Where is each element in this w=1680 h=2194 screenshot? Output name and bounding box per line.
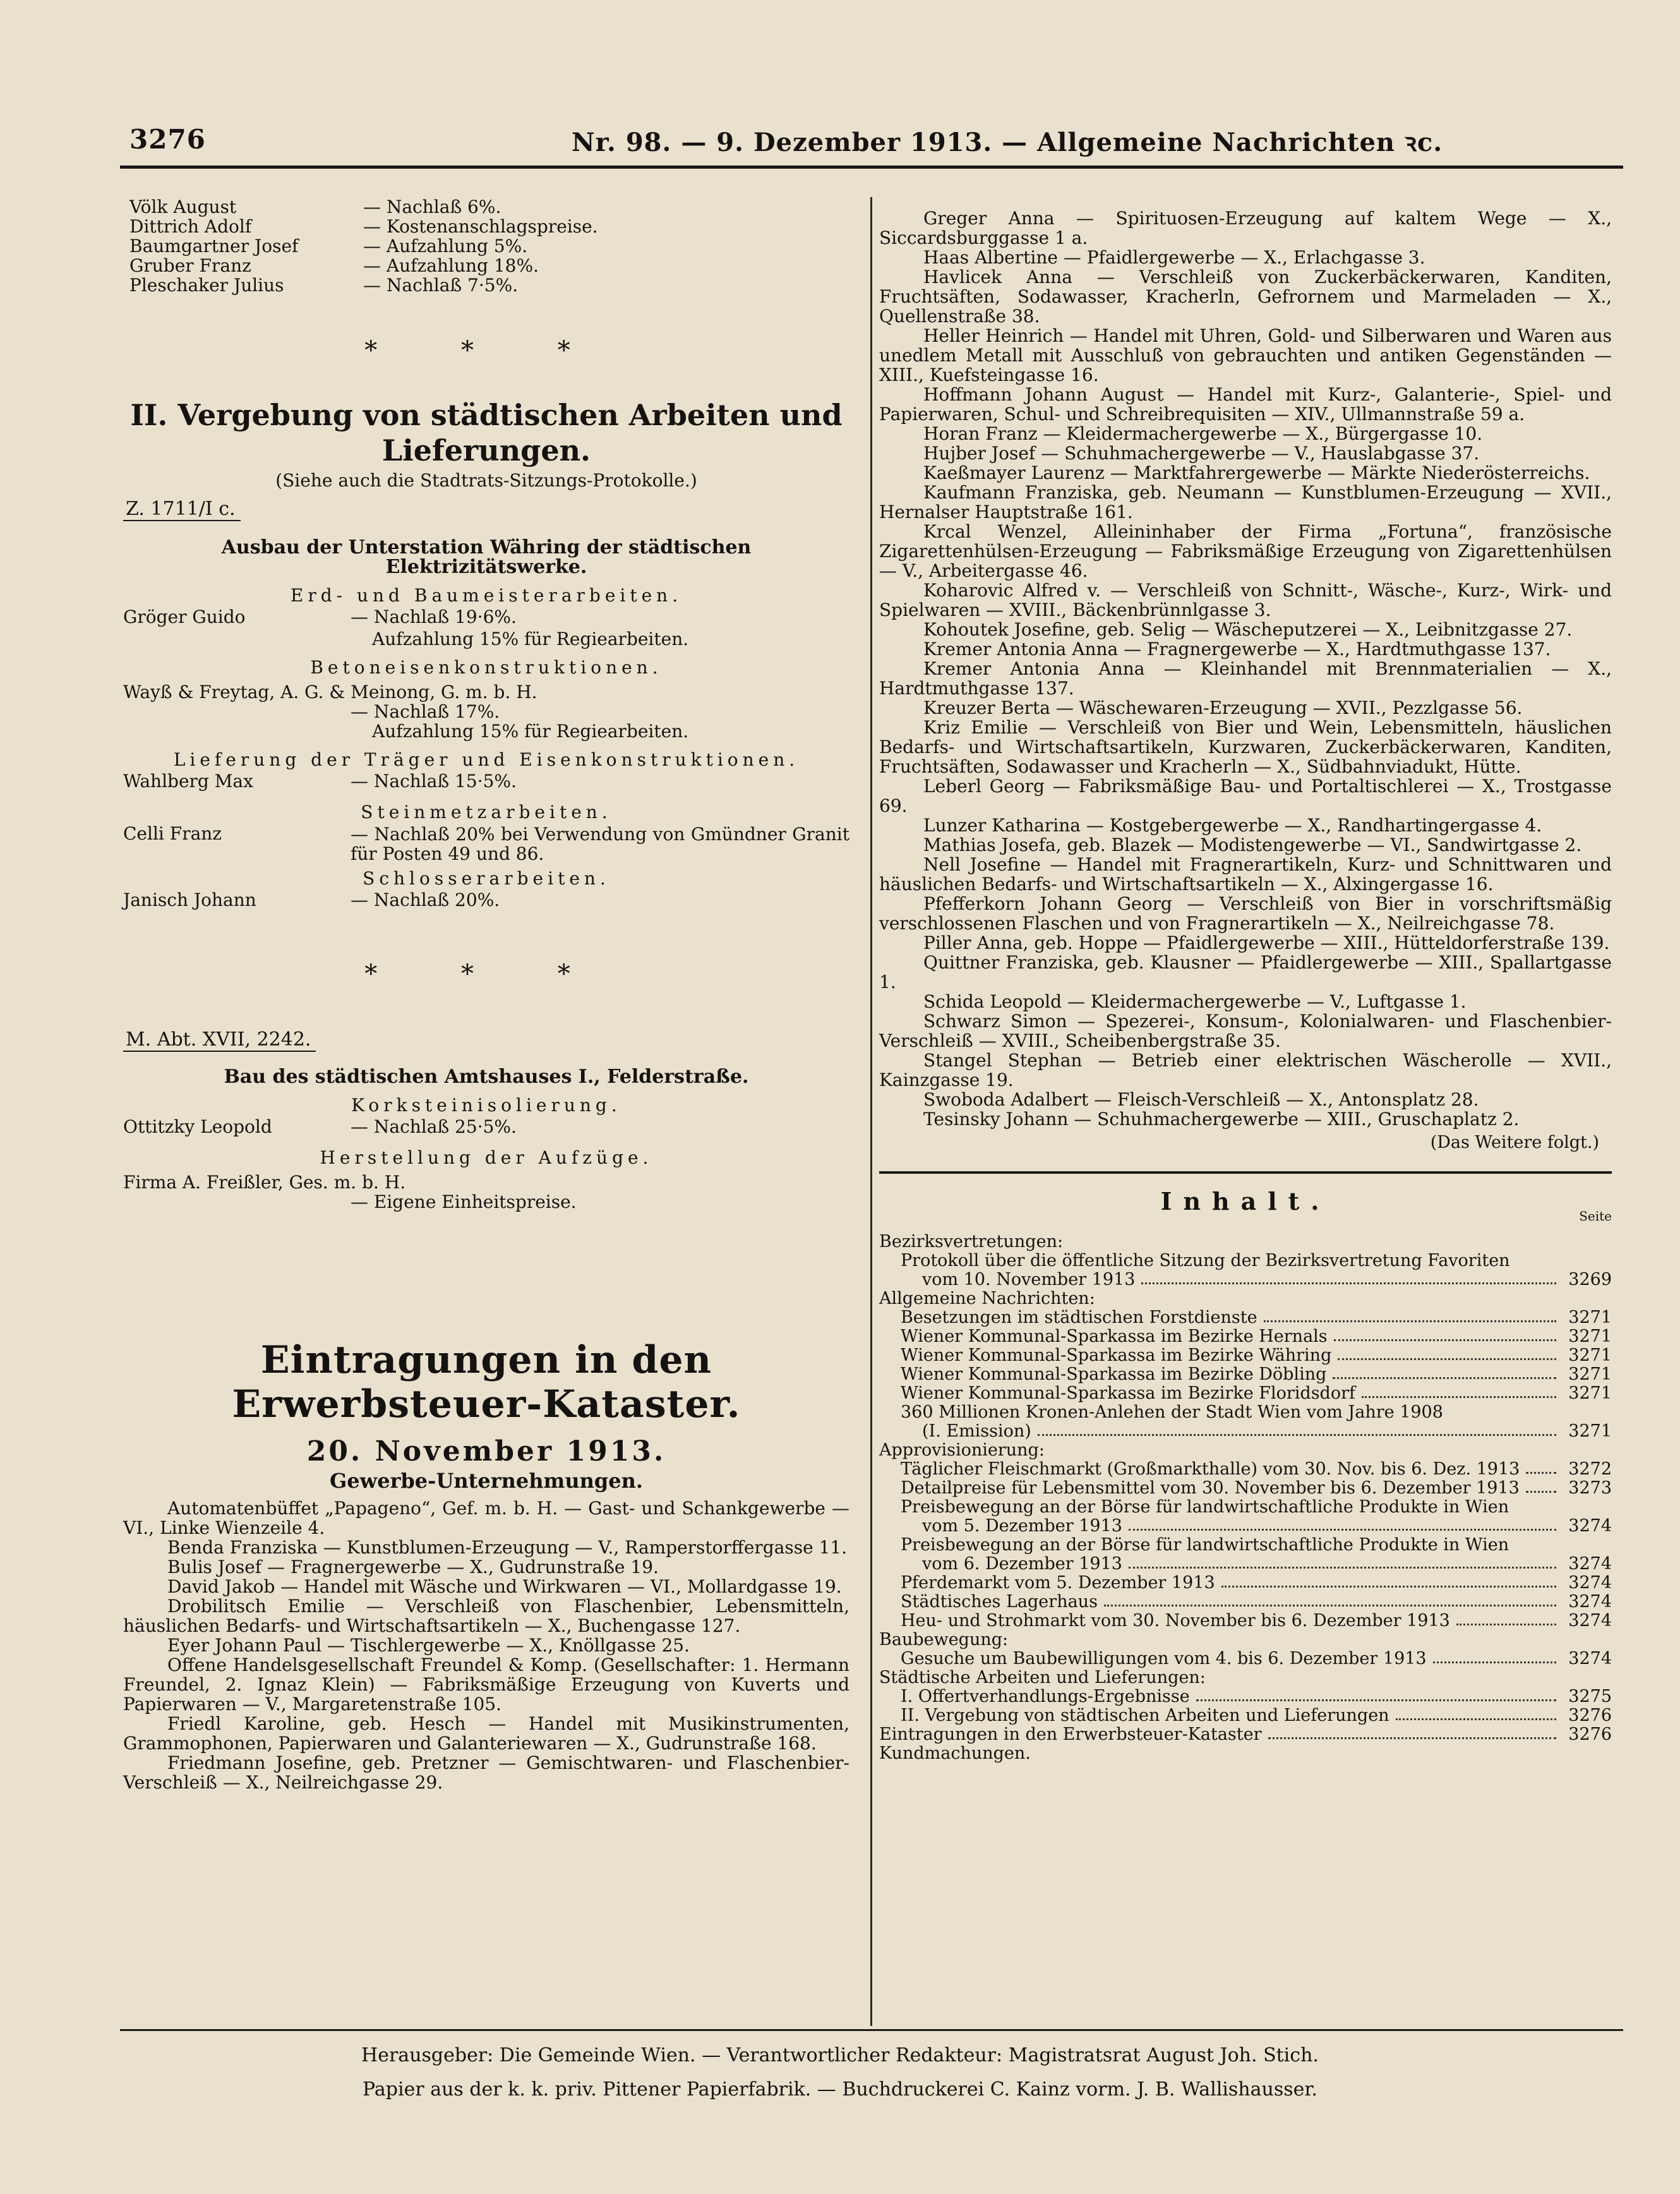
table-of-contents: [879, 1233, 1612, 1763]
toc-category: Baubewegung:: [879, 1630, 1009, 1649]
list-item: Mathias Josefa, geb. Blazek — Modistengewerbe — VI., Sandwirtgasse 2.: [923, 835, 1582, 855]
list-item: Stangel Stephan — Betrieb einer elektrischen Wäscherolle — XVII., Kainzgasse 19.: [879, 1050, 1612, 1090]
list-item: Baumgartner Josef — Aufzahlung 5%.: [129, 236, 528, 256]
section-note: (Siehe auch die Stadtrats-Sitzungs-Protokolle.): [275, 470, 697, 491]
list-item: David Jakob — Handel mit Wäsche und Wirkwaren — VI., Mollardgasse 19.: [167, 1576, 842, 1597]
toc-category: Eintragungen in den Erwerbsteuer-Kataster 3276: [879, 1725, 1612, 1744]
list-item: Dittrich Adolf — Kostenanschlagspreise.: [129, 216, 598, 237]
list-item: Drobilitsch Emilie — Verschleiß von Flaschenbier, Lebensmitteln, häuslichen Bedarfs- und Wirtschaftsartikeln — X., Buchengasse 127.: [123, 1596, 849, 1636]
file-reference: Z. 1711/I c.: [123, 499, 241, 521]
left-column: [123, 197, 849, 1792]
list-item: Völk August — Nachlaß 6%.: [129, 196, 501, 217]
toc-entry: Wiener Kommunal-Sparkassa im Bezirke Döbling 3271: [901, 1365, 1612, 1384]
list-item: Horan Franz — Kleidermachergewerbe — X., Bürgergasse 10.: [923, 423, 1483, 444]
toc-category: Städtische Arbeiten und Lieferungen:: [879, 1668, 1206, 1687]
work-category: Herstellung der Aufzüge.: [320, 1147, 653, 1168]
list-item: Hoffmann Johann August — Handel mit Kurz-, Galanterie-, Spiel- und Papierwaren, Schul- und Schreibrequisiten — XIV., Ullmannstraße 59 a.: [879, 384, 1612, 425]
list-item: Kriz Emilie — Verschleiß von Bier und Wein, Lebensmitteln, häuslichen Bedarfs- und Wirtschaftsartikeln, Kurzwaren, Zuckerbäckerwaren, Kanditen, Fruchtsäften, Sodawasser und Kracherln — X., Südbahnviadukt, Hütte.: [879, 717, 1612, 777]
toc-category: Approvisionierung:: [879, 1440, 1045, 1460]
section-title-line2: Lieferungen.: [381, 433, 591, 467]
toc-category: Kundmachungen.: [879, 1744, 1031, 1763]
list-item: Swoboda Adalbert — Fleisch-Verschleiß — X., Antonsplatz 28.: [923, 1089, 1479, 1110]
top-results-list: [123, 197, 598, 295]
work-category: Steinmetzarbeiten.: [361, 802, 612, 823]
section-title: II. Vergebung von städtischen Arbeiten und: [130, 398, 843, 432]
list-item: Leberl Georg — Fabriksmäßige Bau- und Portaltischlerei — X., Trostgasse 69.: [879, 776, 1612, 816]
toc-entry: Preisbewegung an der Börse für landwirtschaftliche Produkte in Wien: [901, 1497, 1509, 1517]
toc-entry: Protokoll über die öffentliche Sitzung der Bezirksvertretung Favoriten: [901, 1251, 1510, 1270]
list-item: Havlicek Anna — Verschleiß von Zuckerbäckerwaren, Kanditen, Fruchtsäften, Sodawasser, Kracherln, Gefrornem und Marmeladen — X., Quellenstraße 38.: [879, 267, 1612, 327]
file-reference: M. Abt. XVII, 2242.: [123, 1030, 316, 1052]
list-item: Kaeßmayer Laurenz — Marktfahrergewerbe — Märkte Niederösterreichs.: [923, 462, 1590, 483]
list-item: Benda Franziska — Kunstblumen-Erzeugung — V., Ramperstorffergasse 11.: [167, 1537, 848, 1558]
list-item: Krcal Wenzel, Alleininhaber der Firma „Fortuna“, französische Zigarettenhülsen-Erzeugung — Fabriksmäßige Erzeugung von Zigarettenhülsen — V., Arbeitergasse 46.: [879, 521, 1612, 581]
seite-label: Seite: [1579, 1209, 1612, 1224]
work-category: Erd- und Baumeisterarbeiten.: [290, 585, 683, 606]
toc-entry: Detailpreise für Lebensmittel vom 30. November bis 6. Dezember 1913 3273: [901, 1478, 1612, 1498]
list-item: Offene Handelsgesellschaft Freundel & Komp. (Gesellschafter: 1. Hermann Freundel, 2. Ignaz Klein) — Fabriksmäßige Erzeugung von Kuverts und Papierwaren — V., Margaretenstraße 105.: [123, 1655, 849, 1715]
award-entry: Firma A. Freißler, Ges. m. b. H. — Eigene Einheitspreise.: [123, 1172, 577, 1212]
inhalt-title: Inhalt.: [1160, 1187, 1331, 1215]
list-item: Friedl Karoline, geb. Hesch — Handel mit Musikinstrumenten, Grammophonen, Papierwaren und Galanteriewaren — X., Gudrunstraße 168.: [123, 1713, 849, 1754]
toc-entry: vom 10. November 1913 3269: [922, 1270, 1612, 1289]
award-entry: Janisch Johann — Nachlaß 20%.: [123, 889, 500, 910]
work-category: Lieferung der Träger und Eisenkonstruktionen.: [173, 749, 800, 770]
award-entry: Ottitzky Leopold — Nachlaß 25·5%.: [123, 1116, 517, 1137]
list-item: Pleschaker Julius — Nachlaß 7·5%.: [129, 275, 519, 296]
asterism-divider: * * *: [364, 336, 608, 365]
inhalt-rule: [879, 1171, 1612, 1174]
award-entry: Wayß & Freytag, A. G. & Meinong, G. m. b. H. — Nachlaß 17%. Aufzahlung 15% für Regiearbeiten.: [123, 682, 689, 742]
toc-entry: Pferdemarkt vom 5. Dezember 1913 3274: [901, 1573, 1612, 1593]
imprint-line: Herausgeber: Die Gemeinde Wien. — Verantwortlicher Redakteur: Magistratsrat August Joh. Stich.: [361, 2044, 1319, 2066]
list-item: Hujber Josef — Schuhmachergewerbe — V., Hauslabgasse 37.: [923, 443, 1480, 464]
kataster-title: Eintragungen in den Erwerbsteuer-Kataster.: [232, 1338, 741, 1426]
asterism-divider: * * *: [364, 960, 608, 989]
toc-category: Allgemeine Nachrichten:: [879, 1289, 1095, 1308]
list-item: Tesinsky Johann — Schuhmachergewerbe — XIII., Gruschaplatz 2.: [923, 1109, 1520, 1130]
list-item: Quittner Franziska, geb. Klausner — Pfaidlergewerbe — XIII., Spallartgasse 1.: [879, 952, 1612, 992]
kataster-entries: [123, 1498, 849, 1792]
list-item: Eyer Johann Paul — Tischlergewerbe — X., Knöllgasse 25.: [167, 1635, 690, 1656]
toc-entry: 360 Millionen Kronen-Anlehen der Stadt Wien vom Jahre 1908: [901, 1402, 1443, 1422]
toc-entry: vom 6. Dezember 1913 3274: [922, 1554, 1612, 1574]
toc-entry: Städtisches Lagerhaus 3274: [901, 1592, 1612, 1612]
award-entry: Wahlberg Max — Nachlaß 15·5%.: [123, 771, 517, 792]
toc-entry: II. Vergebung von städtischen Arbeiten und Lieferungen 3276: [901, 1706, 1612, 1725]
list-item: Haas Albertine — Pfaidlergewerbe — X., Erlachgasse 3.: [923, 247, 1425, 268]
work-category: Schlosserarbeiten.: [363, 868, 610, 889]
list-item: Friedmann Josefine, geb. Pretzner — Gemischtwaren- und Flaschenbier-Verschleiß — X., Neilreichgasse 29.: [123, 1752, 849, 1793]
kataster-date: 20. November 1913.: [306, 1435, 666, 1468]
list-item: Greger Anna — Spirituosen-Erzeugung auf kaltem Wege — X., Siccardsburggasse 1 a.: [879, 208, 1612, 248]
page-number: 3276: [129, 124, 206, 155]
toc-entry: (I. Emission) 3271: [922, 1421, 1612, 1441]
footer-rule: [120, 2029, 1623, 2031]
list-item: Schida Leopold — Kleidermachergewerbe — V., Luftgasse 1.: [923, 991, 1467, 1012]
work-category: Betoneisenkonstruktionen.: [310, 657, 663, 678]
toc-category: Bezirksvertretungen:: [879, 1232, 1064, 1251]
toc-entry: Heu- und Strohmarkt vom 30. November bis 6. Dezember 1913 3274: [901, 1611, 1612, 1630]
list-item: Kaufmann Franziska, geb. Neumann — Kunstblumen-Erzeugung — XVII., Hernalser Hauptstraße 161.: [879, 482, 1612, 522]
list-item: Heller Heinrich — Handel mit Uhren, Gold- und Silberwaren und Waren aus unedlem Metall mit Ausschluß von gebrauchten und antiken Gegenständen — XIII., Kuefsteingasse 16.: [879, 325, 1612, 385]
list-item: Lunzer Katharina — Kostgebergewerbe — X., Randhartingergasse 4.: [923, 815, 1542, 836]
running-header: Nr. 98. — 9. Dezember 1913. — Allgemeine Nachrichten ꝛc.: [572, 128, 1443, 157]
list-item: Bulis Josef — Fragnergewerbe — X., Gudrunstraße 19.: [167, 1557, 659, 1577]
list-item: Schwarz Simon — Spezerei-, Konsum-, Kolonialwaren- und Flaschenbier-Verschleiß — XVIII., Scheibenbergstraße 35.: [879, 1011, 1612, 1051]
toc-entry: Täglicher Fleischmarkt (Großmarkthalle) vom 30. Nov. bis 6. Dez. 1913 3272: [901, 1459, 1612, 1479]
printer-line: Papier aus der k. k. priv. Pittener Papierfabrik. — Buchdruckerei C. Kainz vorm. J. B. Wallishausser.: [363, 2078, 1317, 2101]
list-item: Kreuzer Berta — Wäschewaren-Erzeugung — XVII., Pezzlgasse 56.: [923, 697, 1523, 718]
work-category: Korksteinisolierung.: [351, 1095, 621, 1116]
award-entry: Celli Franz — Nachlaß 20% bei Verwendung von Gmündner Granit für Posten 49 und 86.: [123, 823, 849, 864]
toc-entry: Wiener Kommunal-Sparkassa im Bezirke Hernals 3271: [901, 1327, 1612, 1346]
toc-entry: Wiener Kommunal-Sparkassa im Bezirke Währing 3271: [901, 1346, 1612, 1365]
kataster-subtitle: Gewerbe-Unternehmungen.: [329, 1469, 644, 1493]
continued-note: (Das Weitere folgt.): [1430, 1133, 1599, 1152]
list-item: Nell Josefine — Handel mit Fragnerartikeln, Kurz- und Schnittwaren und häuslichen Bedarfs- und Wirtschaftsartikeln — X., Alxingergasse 16.: [879, 854, 1612, 895]
list-item: Kremer Antonia Anna — Kleinhandel mit Brennmaterialien — X., Hardtmuthgasse 137.: [879, 658, 1612, 699]
toc-entry: Besetzungen im städtischen Forstdienste 3271: [901, 1308, 1612, 1327]
kataster-entries-continued: [879, 208, 1612, 1129]
list-item: Automatenbüffet „Papageno“, Gef. m. b. H. — Gast- und Schankgewerbe — VI., Linke Wienzeile 4.: [123, 1498, 849, 1538]
list-item: Pfefferkorn Johann Georg — Verschleiß von Bier in vorschriftsmäßig verschlossenen Flaschen und von Fragnerartikeln — X., Neilreichgasse 78.: [879, 893, 1612, 934]
toc-entry: Preisbewegung an der Börse für landwirtschaftliche Produkte in Wien: [901, 1535, 1509, 1555]
list-item: Kremer Antonia Anna — Fragnergewerbe — X., Hardtmuthgasse 137.: [923, 639, 1551, 660]
project-heading: Bau des städtischen Amtshauses I., Felderstraße.: [224, 1066, 749, 1088]
toc-entry: I. Offertverhandlungs-Ergebnisse 3275: [901, 1687, 1612, 1706]
column-rule: [870, 197, 872, 2026]
award-entry: Gröger Guido — Nachlaß 19·6%. Aufzahlung 15% für Regiearbeiten.: [123, 606, 689, 649]
list-item: Piller Anna, geb. Hoppe — Pfaidlergewerbe — XIII., Hütteldorferstraße 139.: [923, 932, 1610, 953]
right-column: [879, 208, 1612, 1763]
toc-entry: Wiener Kommunal-Sparkassa im Bezirke Floridsdorf 3271: [901, 1383, 1612, 1403]
header-rule: [120, 166, 1623, 169]
toc-entry: Gesuche um Baubewilligungen vom 4. bis 6. Dezember 1913 3274: [901, 1649, 1612, 1668]
list-item: Kohoutek Josefine, geb. Selig — Wäscheputzerei — X., Leibnitzgasse 27.: [923, 619, 1573, 640]
list-item: Gruber Franz — Aufzahlung 18%.: [129, 255, 539, 276]
list-item: Koharovic Alfred v. — Verschleiß von Schnitt-, Wäsche-, Kurz-, Wirk- und Spielwaren — XVIII., Bäckenbrünnlgasse 3.: [879, 580, 1612, 620]
project-heading: Ausbau der Unterstation Währing der städtischen Elektrizitätswerke.: [221, 536, 752, 578]
toc-entry: vom 5. Dezember 1913 3274: [922, 1516, 1612, 1536]
